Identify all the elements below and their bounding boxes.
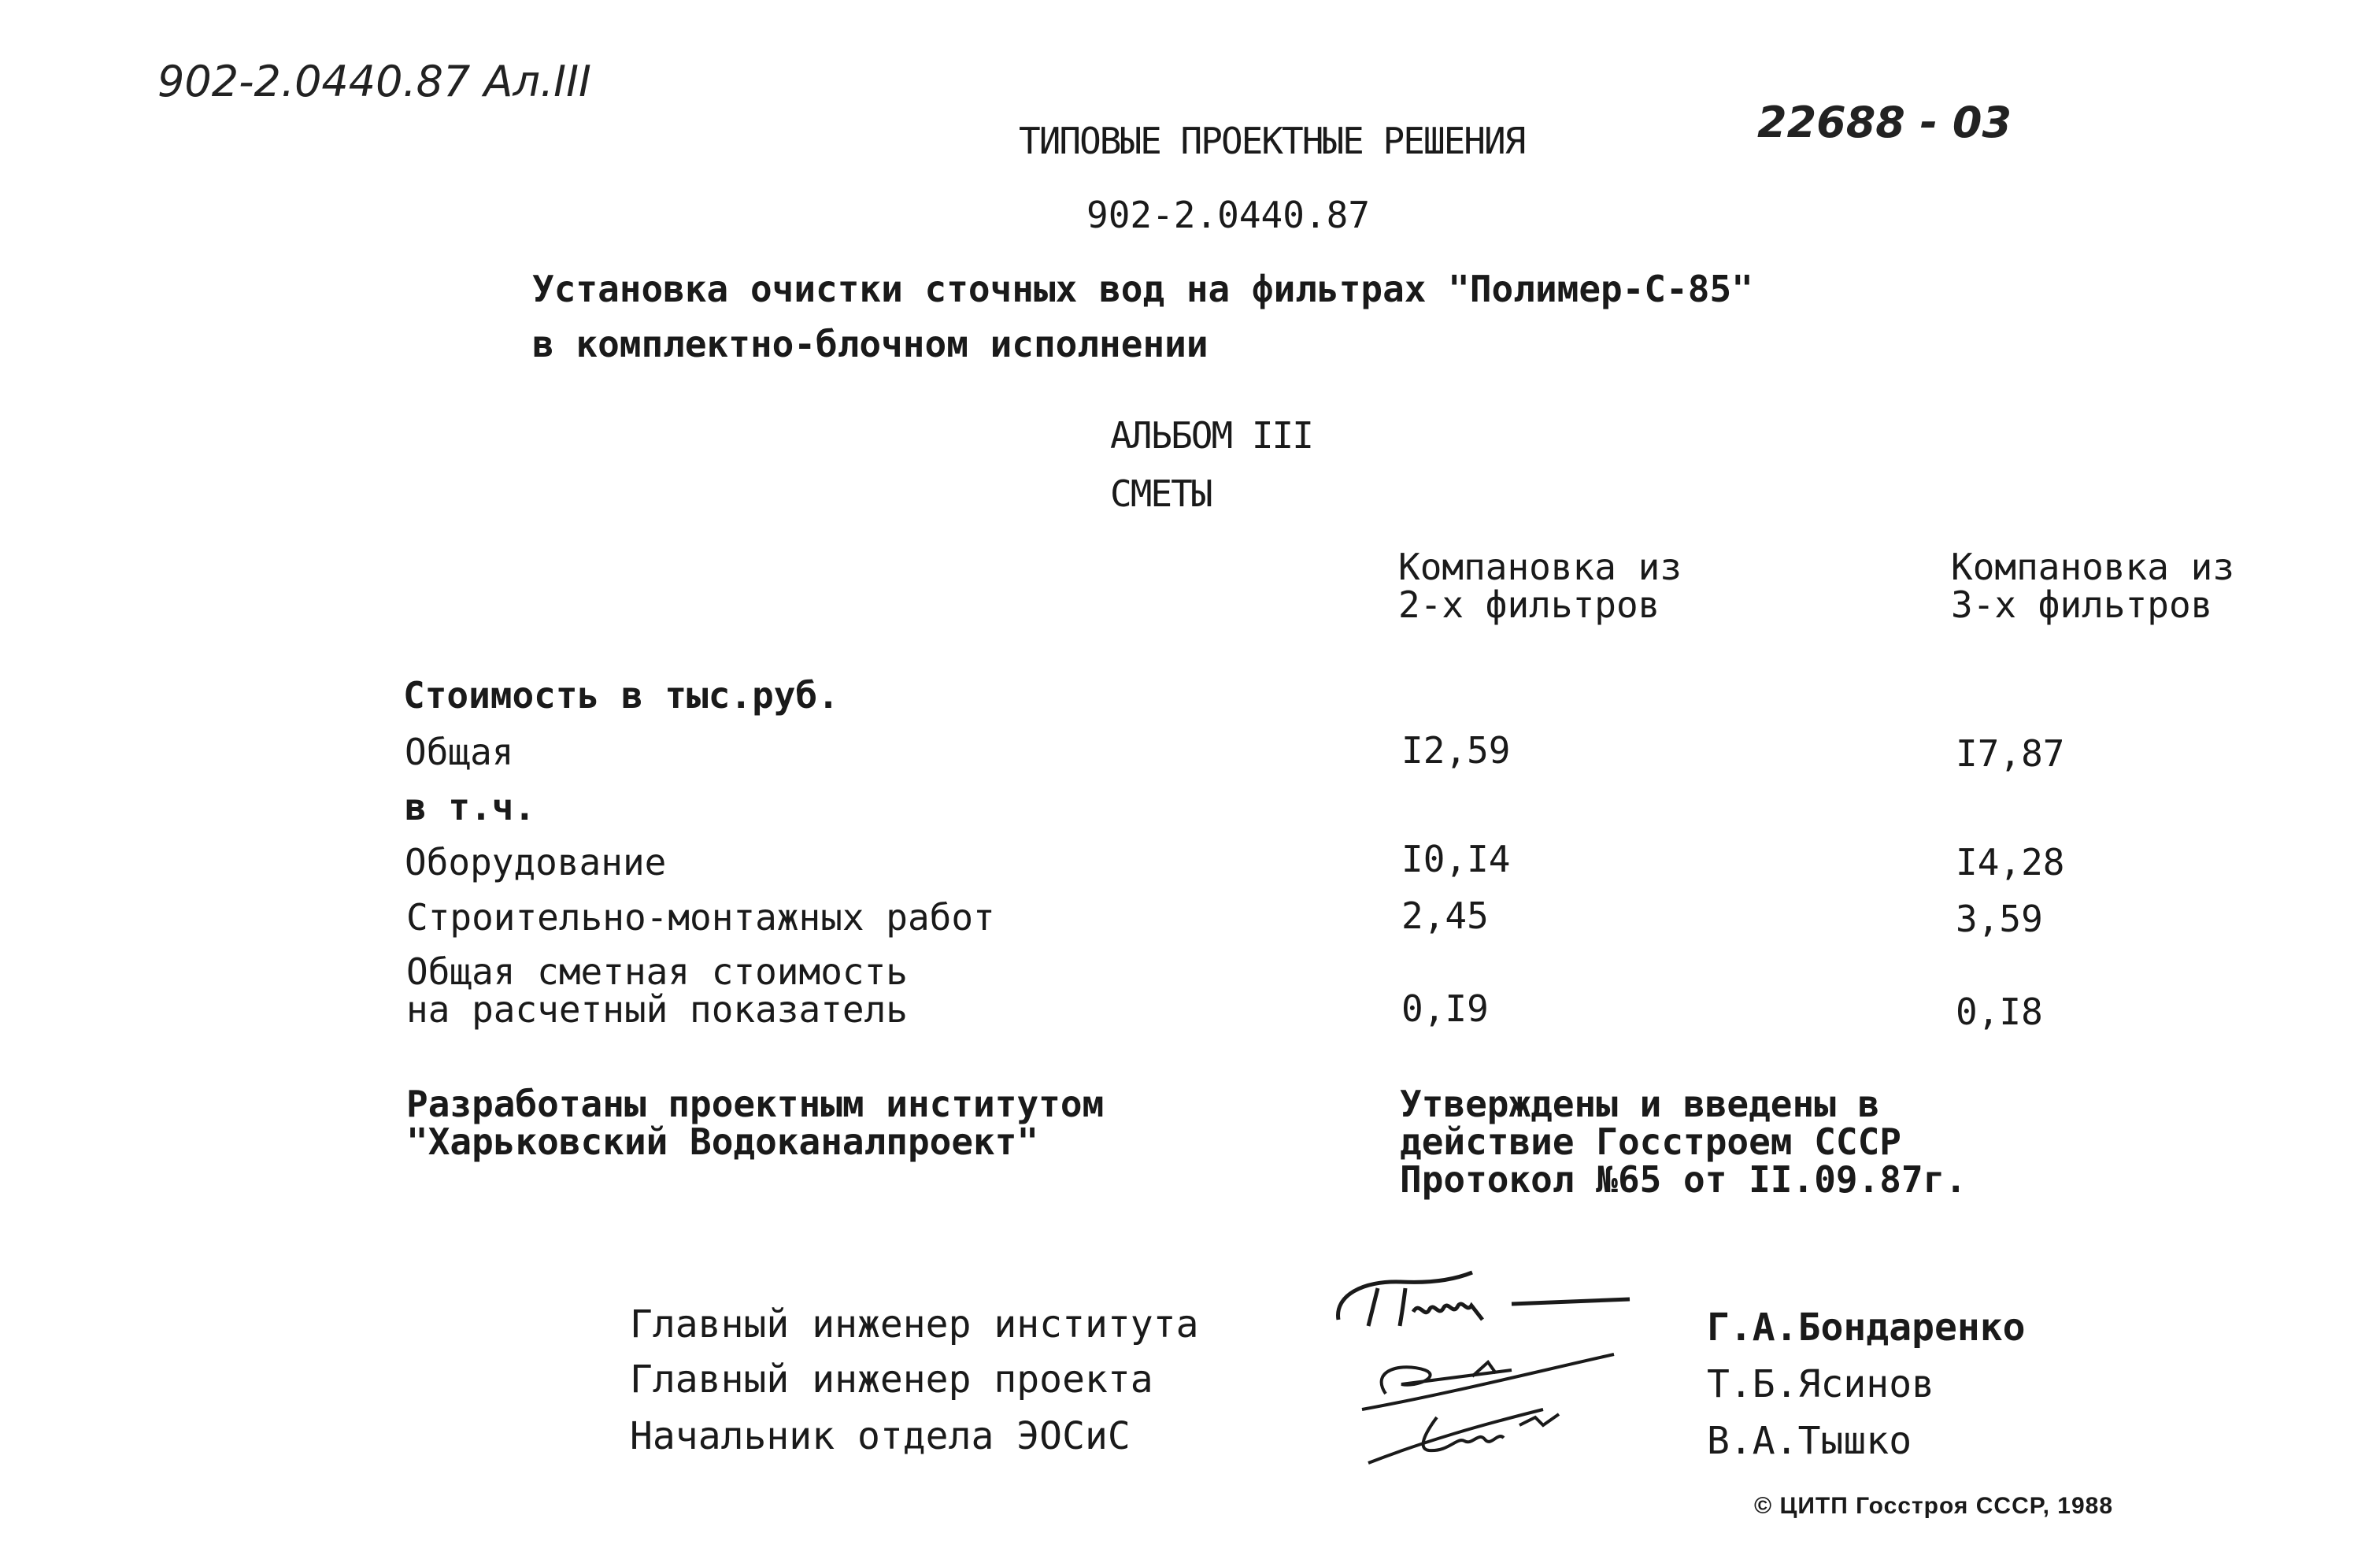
row-unit-cost-label [406, 950, 908, 1031]
developer-line-2: "Харьковский Водоканалпроект" [406, 1120, 1039, 1163]
row-construction-value-3-filters: 3,59 [1956, 898, 2043, 940]
row-equipment-value-2-filters: I0,I4 [1401, 838, 1511, 880]
column-header-2-filters-line-2: 2-х фильтров [1398, 583, 1660, 626]
title-line-2: в комплектно-блочном исполнении [532, 323, 1209, 365]
row-including-label: в т.ч. [405, 786, 536, 828]
approval-line-2: действие Госстроем СССР [1400, 1120, 1901, 1163]
signatory-role-2: Главный инженер проекта [630, 1357, 1153, 1402]
signatory-name-1: Г.А.Бондаренко [1707, 1306, 2026, 1350]
signatory-role-1: Главный инженер института [630, 1302, 1199, 1346]
row-construction-label: Строительно-монтажных работ [406, 896, 995, 939]
handwritten-inventory-number: 22688 - 03 [1757, 98, 2012, 147]
signature-chief-engineer-institute [1331, 1265, 1645, 1335]
album-subtitle: СМЕТЫ [1110, 472, 1212, 515]
row-total-value-2-filters: I2,59 [1401, 729, 1511, 772]
column-header-3-filters-line-2: 3-х фильтров [1951, 583, 2213, 626]
row-unit-cost-label-line-2: на расчетный показатель [406, 988, 908, 1031]
signatory-name-2: Т.Б.Ясинов [1707, 1362, 1934, 1406]
approval-line-1: Утверждены и введены в [1400, 1083, 1880, 1125]
column-header-3-filters-line-1: Компановка из [1951, 546, 2235, 588]
cost-section-label: Стоимость в тыс.руб. [403, 674, 839, 717]
column-header-2-filters [1398, 548, 1682, 624]
signatory-role-3: Начальник отдела ЭОСиС [630, 1414, 1131, 1458]
signature-department-head [1362, 1394, 1614, 1472]
row-total-label: Общая [405, 731, 514, 773]
signatory-name-3: В.А.Тышко [1707, 1419, 1912, 1463]
row-equipment-label: Оборудование [405, 841, 667, 883]
row-equipment-value-3-filters: I4,28 [1956, 841, 2065, 883]
series-title: ТИПОВЫЕ ПРОЕКТНЫЕ РЕШЕНИЯ [1019, 120, 1525, 162]
title-line-1: Установка очистки сточных вод на фильтрах "Полимер-С-85" [532, 268, 1753, 310]
approval-block [1400, 1083, 1967, 1201]
approval-line-3: Протокол №65 от II.09.87г. [1400, 1158, 1967, 1201]
row-unit-cost-value-3-filters: 0,I8 [1956, 991, 2043, 1033]
developer-line-1: Разработаны проектным институтом [406, 1083, 1105, 1125]
developer-block [406, 1085, 1104, 1161]
project-number: 902-2.0440.87 [1086, 194, 1371, 236]
row-total-value-3-filters: I7,87 [1956, 732, 2065, 775]
handwritten-doc-code: 902-2.0440.87 Ал.III [157, 57, 591, 106]
column-header-2-filters-line-1: Компановка из [1398, 546, 1682, 588]
album-label: АЛЬБОМ III [1110, 414, 1312, 457]
row-unit-cost-label-line-1: Общая сметная стоимость [406, 950, 908, 993]
row-construction-value-2-filters: 2,45 [1401, 894, 1489, 937]
row-unit-cost-value-2-filters: 0,I9 [1401, 987, 1489, 1030]
column-header-3-filters [1951, 548, 2234, 624]
copyright: © ЦИТП Госстроя СССР, 1988 [1754, 1493, 2114, 1519]
